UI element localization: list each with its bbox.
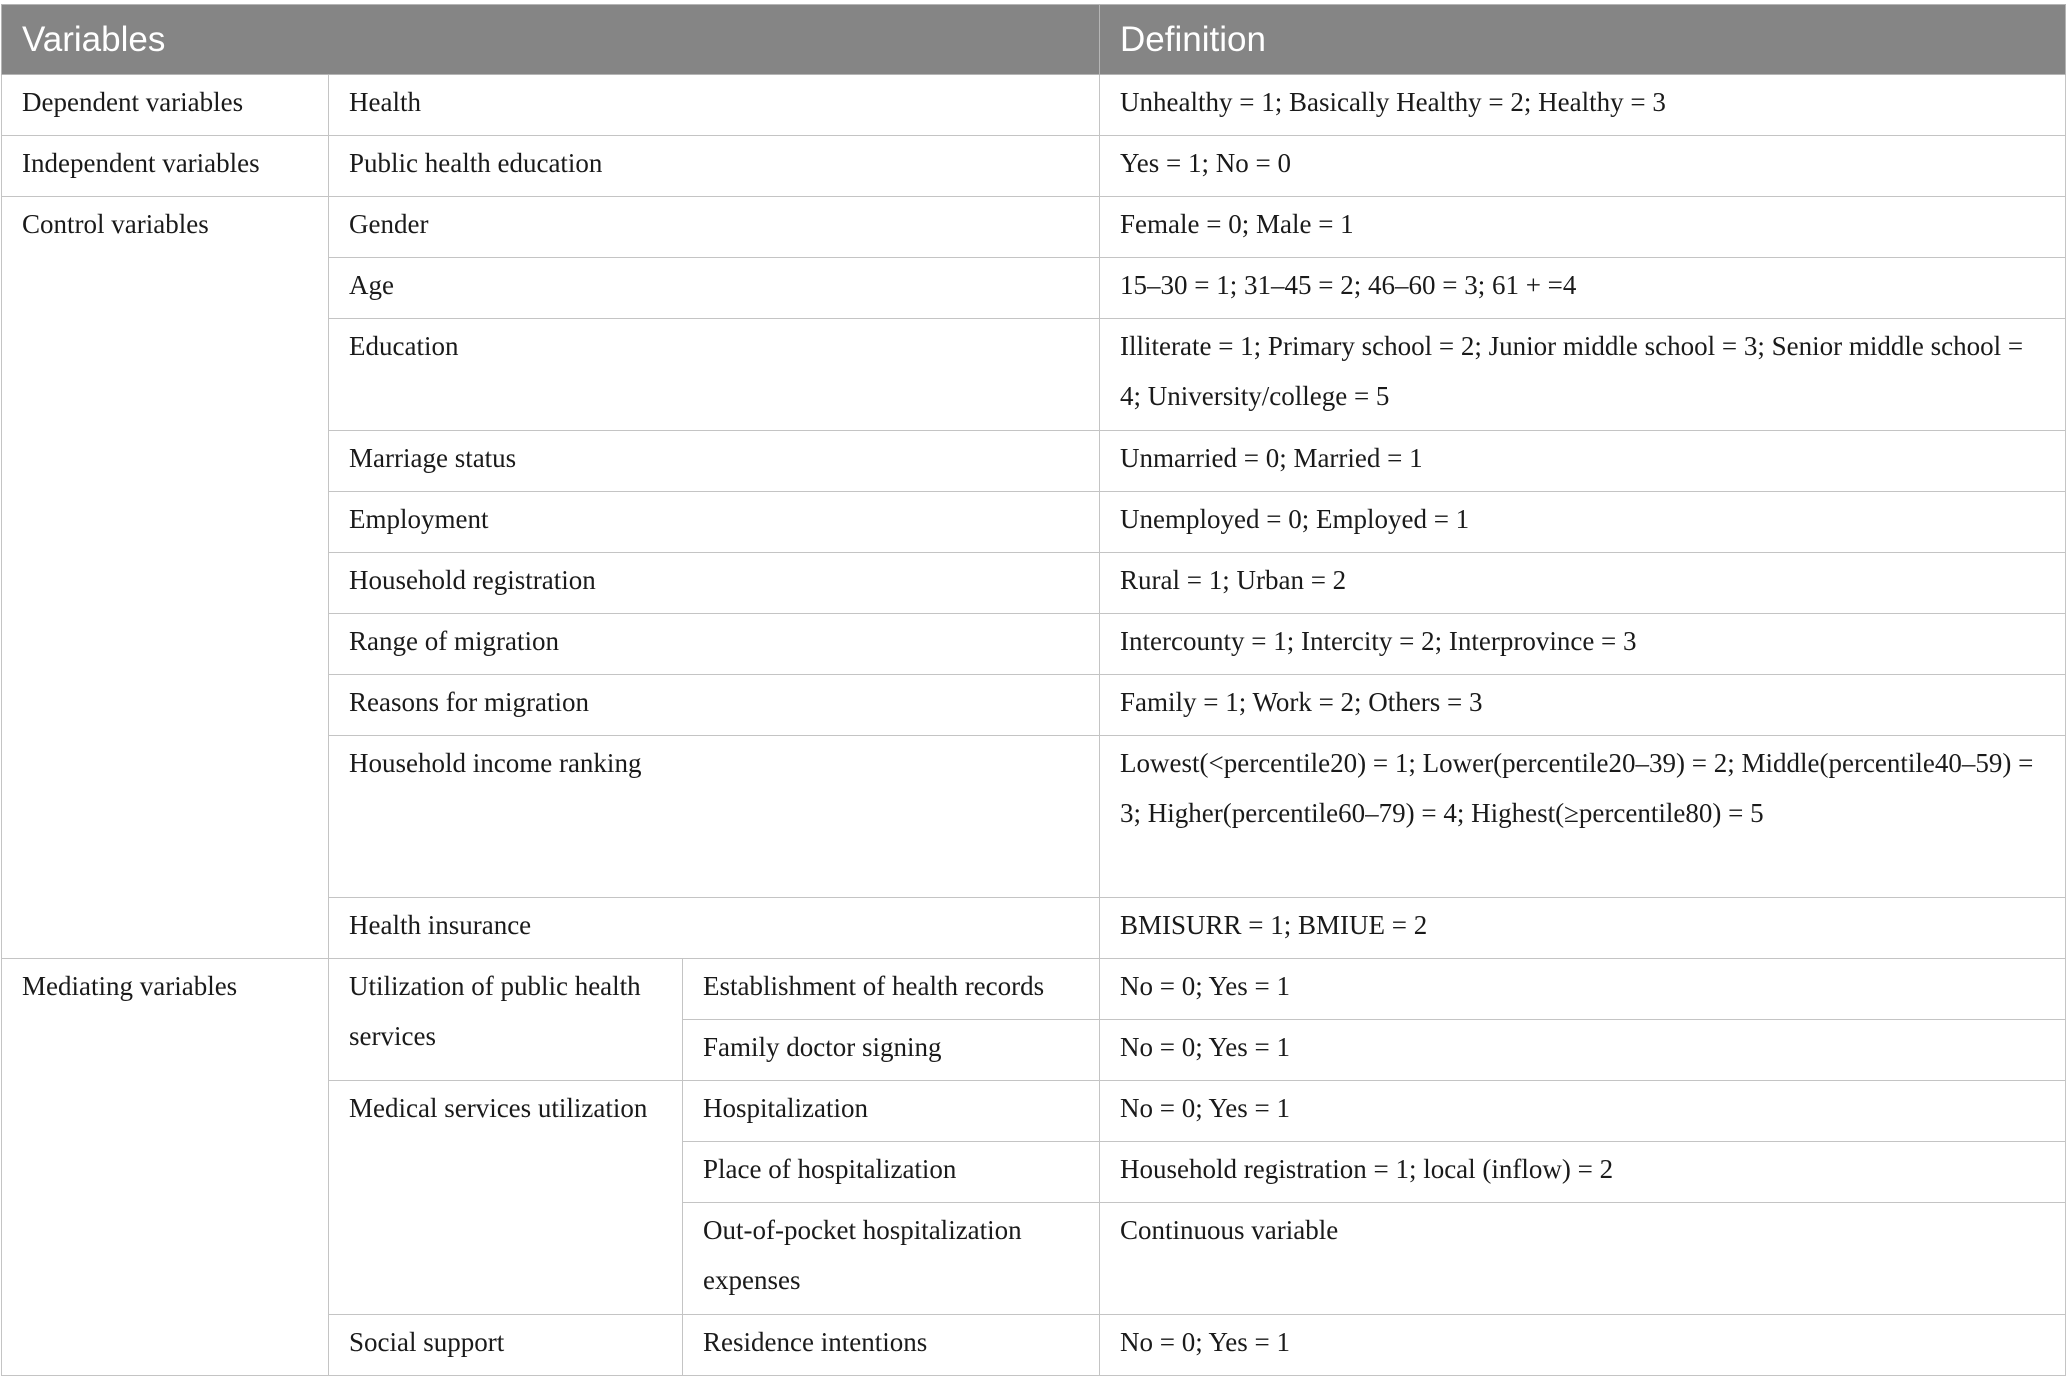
subvar-place-of-hospitalization: Place of hospitalization <box>683 1142 1100 1203</box>
def-household-income-ranking: Lowest(<percentile20) = 1; Lower(percentile20–39) = 2; Middle(percentile40–59) = 3; Higher(percentile60–79) = 4; Highest(≥percentile80) = 5 <box>1100 736 2066 898</box>
var-education: Education <box>329 319 1100 431</box>
variables-table <box>1 4 2066 1376</box>
table-body <box>2 75 2066 1376</box>
variables-table-container <box>1 4 2065 1376</box>
header-definition: Definition <box>1100 5 2066 75</box>
def-residence-intentions: No = 0; Yes = 1 <box>1100 1315 2066 1376</box>
def-gender: Female = 0; Male = 1 <box>1100 197 2066 258</box>
var-marriage-status: Marriage status <box>329 431 1100 492</box>
def-reasons-for-migration: Family = 1; Work = 2; Others = 3 <box>1100 675 2066 736</box>
var-age: Age <box>329 258 1100 319</box>
var-public-health-education: Public health education <box>329 136 1100 197</box>
def-public-health-education: Yes = 1; No = 0 <box>1100 136 2066 197</box>
var-household-registration: Household registration <box>329 553 1100 614</box>
def-employment: Unemployed = 0; Employed = 1 <box>1100 492 2066 553</box>
var-social-support: Social support <box>329 1315 683 1376</box>
var-gender: Gender <box>329 197 1100 258</box>
def-health-insurance: BMISURR = 1; BMIUE = 2 <box>1100 898 2066 959</box>
subvar-family-doctor-signing: Family doctor signing <box>683 1020 1100 1081</box>
subvar-establishment-health-records: Establishment of health records <box>683 959 1100 1020</box>
def-marriage-status: Unmarried = 0; Married = 1 <box>1100 431 2066 492</box>
group-mediating: Mediating variables <box>2 959 329 1376</box>
var-household-income-ranking: Household income ranking <box>329 736 1100 898</box>
def-establishment-health-records: No = 0; Yes = 1 <box>1100 959 2066 1020</box>
subvar-out-of-pocket-expenses: Out-of-pocket hospitalization expenses <box>683 1203 1100 1315</box>
table-row <box>2 75 2066 136</box>
def-education: Illiterate = 1; Primary school = 2; Junior middle school = 3; Senior middle school = 4; University/college = 5 <box>1100 319 2066 431</box>
var-medical-services-utilization: Medical services utilization <box>329 1081 683 1315</box>
group-independent: Independent variables <box>2 136 329 197</box>
def-hospitalization: No = 0; Yes = 1 <box>1100 1081 2066 1142</box>
subvar-hospitalization: Hospitalization <box>683 1081 1100 1142</box>
header-variables: Variables <box>2 5 1100 75</box>
def-family-doctor-signing: No = 0; Yes = 1 <box>1100 1020 2066 1081</box>
var-utilization-public-health-services: Utilization of public health services <box>329 959 683 1081</box>
def-range-of-migration: Intercounty = 1; Intercity = 2; Interprovince = 3 <box>1100 614 2066 675</box>
table-row <box>2 959 2066 1020</box>
def-place-of-hospitalization: Household registration = 1; local (inflow) = 2 <box>1100 1142 2066 1203</box>
var-reasons-for-migration: Reasons for migration <box>329 675 1100 736</box>
header-row <box>2 5 2066 75</box>
var-health: Health <box>329 75 1100 136</box>
subvar-residence-intentions: Residence intentions <box>683 1315 1100 1376</box>
table-row <box>2 197 2066 258</box>
var-employment: Employment <box>329 492 1100 553</box>
table-header <box>2 5 2066 75</box>
group-dependent: Dependent variables <box>2 75 329 136</box>
def-household-registration: Rural = 1; Urban = 2 <box>1100 553 2066 614</box>
var-health-insurance: Health insurance <box>329 898 1100 959</box>
var-range-of-migration: Range of migration <box>329 614 1100 675</box>
group-control: Control variables <box>2 197 329 959</box>
table-row <box>2 136 2066 197</box>
def-age: 15–30 = 1; 31–45 = 2; 46–60 = 3; 61 + =4 <box>1100 258 2066 319</box>
def-out-of-pocket-expenses: Continuous variable <box>1100 1203 2066 1315</box>
def-health: Unhealthy = 1; Basically Healthy = 2; Healthy = 3 <box>1100 75 2066 136</box>
